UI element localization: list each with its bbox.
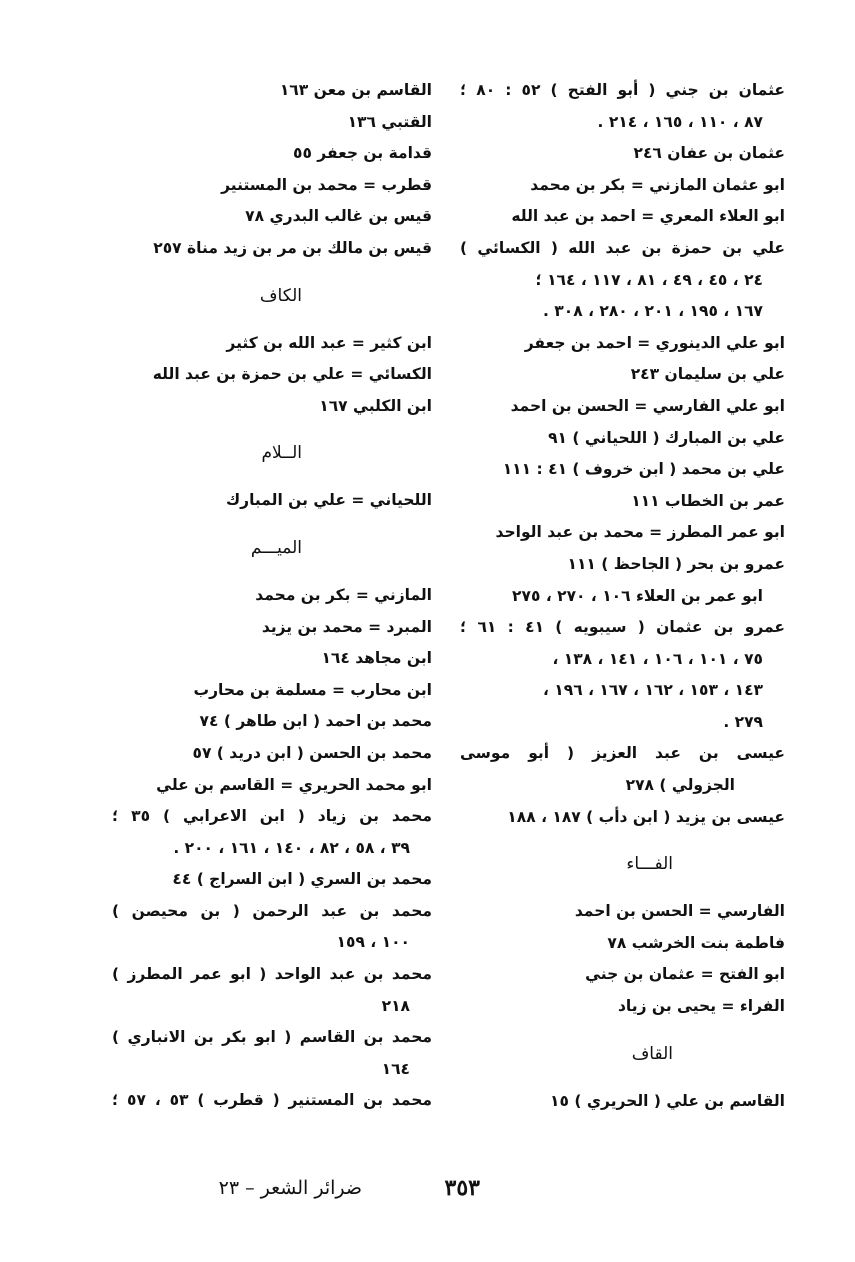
index-entry: ٢٤ ، ٤٥ ، ٤٩ ، ٨١ ، ١١٧ ، ١٦٤ ؛ [535, 270, 763, 289]
index-entry: ٧٥ ، ١٠١ ، ١٠٦ ، ١٤١ ، ١٣٨ ، [552, 649, 763, 668]
index-entry: القاسم بن علي ( الحريري ) ١٥ [550, 1091, 785, 1110]
index-entry: قيس بن غالب البدري ٧٨ [245, 207, 432, 226]
index-entry: محمد بن احمد ( ابن طاهر ) ٧٤ [199, 712, 432, 731]
index-entry: قطرب = محمد بن المستنير [221, 175, 432, 194]
index-entry: اللحياني = علي بن المبارك [225, 491, 432, 510]
index-entry: عمرو بن بحر ( الجاحظ ) ١١١ [567, 554, 785, 573]
index-entry: محمد بن السري ( ابن السراج ) ٤٤ [172, 870, 432, 889]
index-entry: عيسى بن يزيد ( ابن دأب ) ١٨٧ ، ١٨٨ [507, 807, 785, 826]
index-entry: ابن محارب = مسلمة بن محارب [193, 680, 432, 699]
index-entry: علي بن المبارك ( اللحياني ) ٩١ [548, 428, 785, 447]
page-number: ٣٥٣ [444, 1175, 480, 1201]
index-entry: عثمان بن جني ( أبو الفتح ) ٥٢ : ٨٠ ؛ [460, 81, 785, 99]
index-entry: الجزولي ) ٢٧٨ [625, 776, 735, 795]
section-heading-label: الفـــاء [626, 854, 673, 875]
index-entry: الفارسي = الحسن بن احمد [574, 902, 785, 921]
index-entry: القتبي ١٣٦ [347, 112, 432, 131]
section-heading-label: الكاف [259, 285, 302, 306]
index-entry: ٢٧٩ . [723, 712, 763, 731]
index-entry: ابن مجاهد ١٦٤ [321, 649, 432, 668]
index-entry: ٢١٨ [381, 996, 410, 1015]
index-entry: المازني = بكر بن محمد [255, 585, 432, 604]
section-heading [112, 422, 432, 485]
index-entry: ابو عمر المطرز = محمد بن عبد الواحد [495, 523, 785, 542]
index-entry: علي بن محمد ( ابن خروف ) ٤١ : ١١١ [502, 460, 785, 479]
index-entry: محمد بن عبد الرحمن ( بن محيصن ) [112, 901, 432, 920]
index-entry: ابو عمر بن العلاء ١٠٦ ، ٢٧٠ ، ٢٧٥ [512, 586, 763, 605]
index-entry: قيس بن مالك بن مر بن زيد مناة ٢٥٧ [153, 238, 432, 257]
index-entry: محمد بن المستنير ( قطرب ) ٥٣ ، ٥٧ ؛ [112, 1091, 432, 1110]
index-entry: ابو الفتح = عثمان بن جني [585, 965, 785, 984]
index-entry: فاطمة بنت الخرشب ٧٨ [607, 933, 785, 952]
section-heading [112, 265, 432, 328]
index-entry: ١٠٠ ، ١٥٩ [336, 933, 410, 952]
index-entry: ١٦٤ [381, 1059, 410, 1078]
index-entry: ٣٩ ، ٥٨ ، ٨٢ ، ١٤٠ ، ١٦١ ، ٢٠٠ . [173, 838, 410, 857]
index-entry: عمرو بن عثمان ( سيبويه ) ٤١ : ٦١ ؛ [460, 618, 785, 637]
index-entry: ٨٧ ، ١١٠ ، ١٦٥ ، ٢١٤ . [597, 112, 763, 131]
index-entry: علي بن حمزة بن عبد الله ( الكسائي ) [460, 238, 785, 257]
section-heading-label: القاف [631, 1043, 673, 1064]
section-heading-label: الــلام [261, 443, 302, 464]
index-entry: الفراء = يحيى بن زياد [617, 997, 785, 1016]
section-heading [460, 833, 785, 896]
index-entry: عيسى بن عبد العزيز ( أبو موسى [460, 744, 785, 763]
index-entry: ابو العلاء المعري = احمد بن عبد الله [511, 207, 785, 226]
index-entry: عثمان بن عفان ٢٤٦ [633, 144, 785, 163]
index-column-left [112, 75, 432, 1117]
page-footer [140, 1175, 480, 1211]
index-entry: قدامة بن جعفر ٥٥ [292, 144, 432, 163]
running-title: ضرائر الشعر – ٢٣ [218, 1177, 362, 1199]
index-entry: علي بن سليمان ٢٤٣ [630, 365, 785, 384]
index-entry: ابو محمد الحريري = القاسم بن علي [156, 775, 432, 794]
index-entry: محمد بن القاسم ( ابو بكر بن الانباري ) [112, 1028, 432, 1047]
index-entry: القاسم بن معن ١٦٣ [279, 81, 432, 99]
index-entry: ابو علي الفارسي = الحسن بن احمد [510, 396, 785, 415]
index-entry: المبرد = محمد بن يزيد [261, 617, 432, 636]
index-entry: محمد بن عبد الواحد ( ابو عمر المطرز ) [112, 965, 432, 984]
section-heading [112, 517, 432, 580]
section-heading [460, 1023, 785, 1086]
index-entry: عمر بن الخطاب ١١١ [631, 491, 785, 510]
index-entry: الكسائي = علي بن حمزة بن عبد الله [152, 365, 432, 384]
index-entry: ابو علي الدينوري = احمد بن جعفر [524, 333, 785, 352]
index-entry: ١٦٧ ، ١٩٥ ، ٢٠١ ، ٢٨٠ ، ٣٠٨ . [543, 302, 763, 321]
index-entry: ابن الكلبي ١٦٧ [319, 396, 432, 415]
index-entry: محمد بن الحسن ( ابن دريد ) ٥٧ [192, 743, 432, 762]
index-entry: ١٤٣ ، ١٥٣ ، ١٦٢ ، ١٦٧ ، ١٩٦ ، [543, 681, 763, 700]
index-column-right [460, 75, 785, 1117]
index-entry: محمد بن زياد ( ابن الاعرابي ) ٣٥ ؛ [112, 807, 432, 826]
index-entry: ابو عثمان المازني = بكر بن محمد [530, 175, 785, 194]
index-entry: ابن كثير = عبد الله بن كثير [226, 333, 432, 352]
section-heading-label: الميـــم [250, 537, 302, 558]
